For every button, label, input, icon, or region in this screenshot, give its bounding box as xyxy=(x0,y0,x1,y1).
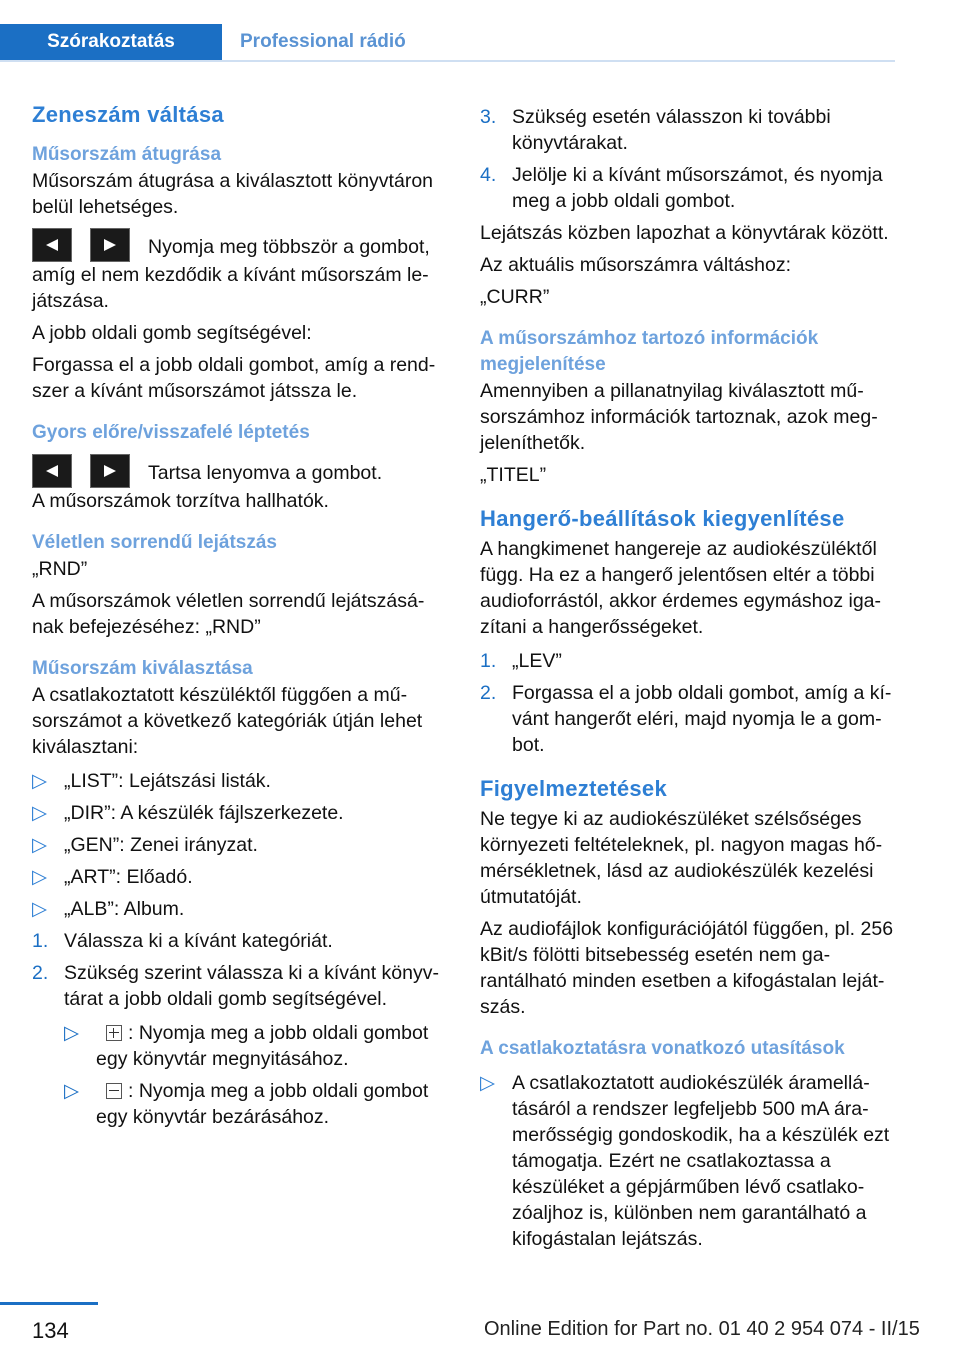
rewind-button-icon xyxy=(32,454,72,488)
step-item: 3. Szükség esetén válasszon ki további könyvtárakat. xyxy=(480,106,831,154)
paragraph: Forgassa el a jobb oldali gombot, amíg a rendszer a kívánt műsorszámot játssza le. xyxy=(32,354,436,402)
bullet-marker: ▷ xyxy=(32,898,47,920)
paragraph: A hangkimenet hangereje az audiokészüléktől függ. Ha ez a hangerő jelentősen eltér a többi audioforrástól, akkor érdemes egymáshoz igazítani a hangerősségeket. xyxy=(480,538,882,638)
steps-continued xyxy=(480,104,898,214)
step-item: 2. Szükség szerint válassza ki a kívánt könyvtárat a jobb oldali gomb segítségével. ▷ : Nyomja meg a jobb oldali gombot egy könyvtár megnyitásához. ▷ : Nyomja meg a jobb oldali gombot egy könyvtár bezárásához. xyxy=(32,960,444,1130)
left-column xyxy=(32,100,444,1136)
paragraph: „TITEL” xyxy=(480,464,547,486)
paragraph: A jobb oldali gomb segítségével: xyxy=(32,322,312,344)
paragraph: Az aktuális műsorszámra váltáshoz: xyxy=(480,254,792,276)
seek-buttons-row xyxy=(32,454,444,488)
connection-notes xyxy=(480,1070,898,1252)
list-item: ▷ „ART”: Előadó. xyxy=(32,866,193,888)
page-header xyxy=(0,24,895,62)
plus-icon xyxy=(106,1025,122,1041)
paragraph: „CURR” xyxy=(480,286,550,308)
paragraph: Ne tegye ki az audiokészüléket szélsőséges környezeti feltételeknek, pl. nagyon magas hőmérsékletnek, lásd az audiokészülék kezelési útmutatóját. xyxy=(480,808,883,908)
subheading-connection: A csatlakoztatásra vonatkozó utasítások xyxy=(480,1038,845,1059)
subheading-select: Műsorszám kiválasztása xyxy=(32,658,253,679)
bullet-marker: ▷ xyxy=(32,802,47,824)
section-title: Hangerő-beállítások kiegyenlítése xyxy=(480,506,845,531)
paragraph: A műsorszámok véletlen sorrendű lejátszásának befejezéséhez: „RND” xyxy=(32,590,425,638)
paragraph: A műsorszámok torzítva hallhatók. xyxy=(32,490,329,512)
paragraph: A csatlakoztatott készüléktől függően a műsorszámot a következő kategóriák útján lehet kiválasztani: xyxy=(32,684,423,758)
section-title: Figyelmeztetések xyxy=(480,776,667,801)
paragraph: amíg el nem kezdődik a kívánt műsorszám lejátszása. xyxy=(32,264,429,312)
paragraph: Lejátszás közben lapozhat a könyvtárak között. xyxy=(480,222,889,244)
subheading-info: A műsorszámhoz tartozó információk megjelenítése xyxy=(480,328,819,375)
section-title: Zeneszám váltása xyxy=(32,102,224,127)
bullet-marker: ▷ xyxy=(32,770,47,792)
step-item: 4. Jelölje ki a kívánt műsorszámot, és nyomja meg a jobb oldali gombot. xyxy=(480,164,883,212)
sub-list xyxy=(64,1020,444,1130)
previous-button-icon xyxy=(32,228,72,262)
skip-buttons-row xyxy=(32,228,444,262)
right-column xyxy=(480,100,898,1258)
button-instruction: Nyomja meg többször a gombot, xyxy=(148,236,430,258)
next-button-icon xyxy=(90,228,130,262)
list-item: ▷ „GEN”: Zenei irányzat. xyxy=(32,834,258,856)
step-item: 1. „LEV” xyxy=(480,650,562,672)
minus-icon xyxy=(106,1083,122,1099)
category-list xyxy=(32,768,444,1130)
button-instruction: Tartsa lenyomva a gombot. xyxy=(148,462,383,484)
bullet-marker: ▷ xyxy=(480,1072,495,1094)
list-item: ▷ : Nyomja meg a jobb oldali gombot egy könyvtár bezárásához. xyxy=(64,1080,429,1128)
fast-forward-button-icon xyxy=(90,454,130,488)
footer-rule xyxy=(0,1302,98,1305)
step-item: 1. Válassza ki a kívánt kategóriát. xyxy=(32,930,333,952)
step-item: 2. Forgassa el a jobb oldali gombot, amíg a kívánt hangerőt eléri, majd nyomja le a gombot. xyxy=(480,682,892,756)
list-item: ▷ „ALB”: Album. xyxy=(32,898,185,920)
chapter-tab[interactable]: Szórakoztatás xyxy=(0,24,222,60)
list-item: ▷ : Nyomja meg a jobb oldali gombot egy könyvtár megnyitásához. xyxy=(64,1022,429,1070)
paragraph: Amennyiben a pillanatnyilag kiválasztott műsorszámhoz információk tartoznak, azok megjeleníthetők. xyxy=(480,380,878,454)
subheading-fast-forward: Gyors előre/visszafelé léptetés xyxy=(32,422,310,443)
volume-steps xyxy=(480,648,898,758)
section-tab[interactable]: Professional rádió xyxy=(240,31,406,52)
bullet-marker: ▷ xyxy=(64,1022,79,1044)
bullet-marker: ▷ xyxy=(32,866,47,888)
list-item: ▷ „DIR”: A készülék fájlszerkezete. xyxy=(32,802,344,824)
bullet-marker: ▷ xyxy=(32,834,47,856)
paragraph: „RND” xyxy=(32,558,88,580)
subheading-skip: Műsorszám átugrása xyxy=(32,144,222,165)
bullet-marker: ▷ xyxy=(64,1080,79,1102)
list-item: ▷ „LIST”: Lejátszási listák. xyxy=(32,770,271,792)
list-item: ▷ A csatlakoztatott audiokészülék áramellátásáról a rendszer legfeljebb 500 mA áramerősségig gondoskodik, ha a készülék ezt támogatja. Ezért ne csatlakoztassa a készüléket a gépjárműben lévő csatlakozóaljhoz is, különben nem garantálható a kifogástalan lejátszás. xyxy=(480,1072,890,1250)
subheading-random: Véletlen sorrendű lejátszás xyxy=(32,532,277,553)
paragraph: Az audiofájlok konfigurációjától függően, pl. 256 kBit/s fölötti bitsebesség esetén nem garantálható minden esetben a kifogástalan lejátszás. xyxy=(480,918,894,1018)
paragraph: Műsorszám átugrása a kiválasztott könyvtáron belül lehetséges. xyxy=(32,170,434,218)
header-divider xyxy=(0,60,895,62)
edition-note: Online Edition for Part no. 01 40 2 954 074 - II/15 xyxy=(484,1318,920,1340)
page-number: 134 xyxy=(32,1318,69,1343)
